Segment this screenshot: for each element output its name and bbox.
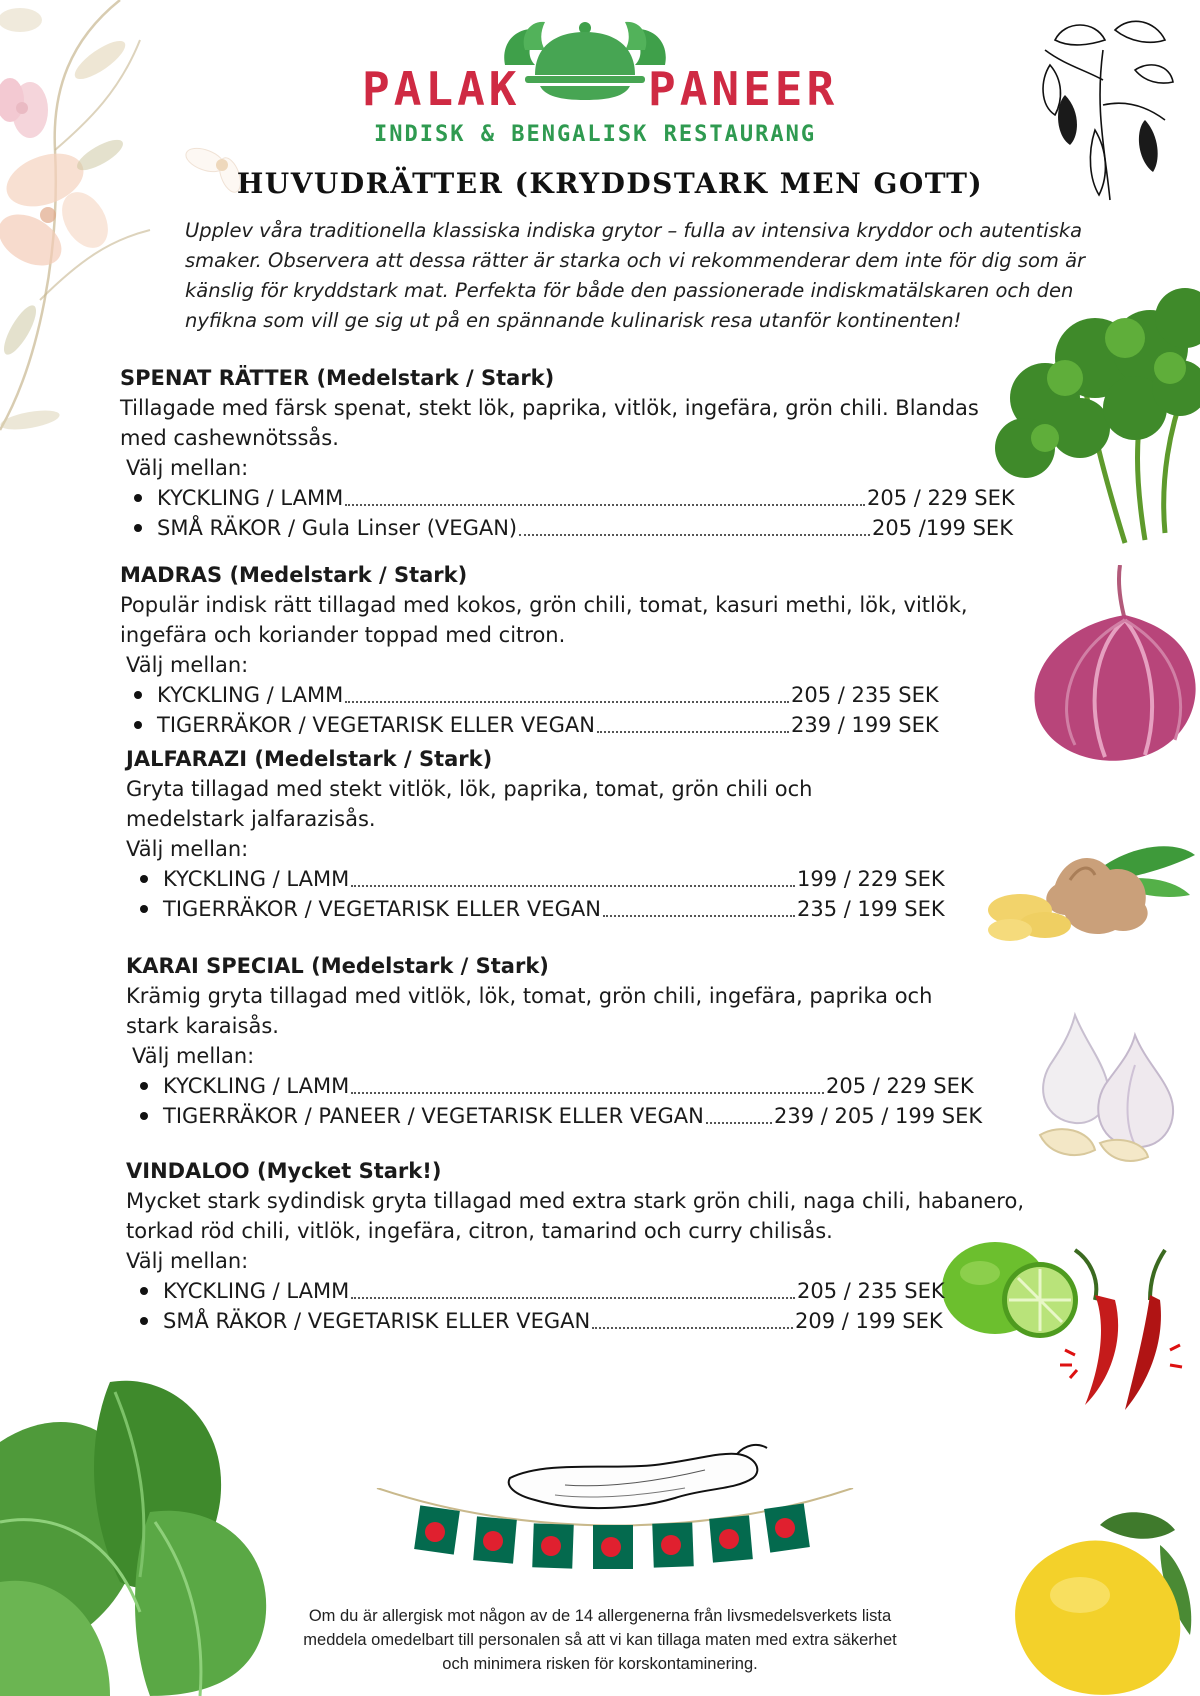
menu-item <box>126 1306 1086 1336</box>
allergy-line: och minimera risken för korskontaminering. <box>442 1655 758 1673</box>
section-title: MADRAS (Medelstark / Stark) <box>120 563 468 587</box>
menu-item <box>120 710 980 740</box>
item-price: 205 /199 SEK <box>872 516 1013 540</box>
bullet-icon <box>140 875 148 883</box>
section-description: Krämig gryta tillagad med vitlök, lök, tomat, grön chili, ingefära, paprika och stark karaisås. <box>126 984 933 1038</box>
menu-item <box>126 1101 1016 1131</box>
section-description: Gryta tillagad med stekt vitlök, lök, paprika, tomat, grön chili och medelstark jalfarazisås. <box>126 777 813 831</box>
item-price: 205 / 229 SEK <box>826 1074 974 1098</box>
choose-label: Välj mellan: <box>126 653 249 677</box>
section-title: JALFARAZI (Medelstark / Stark) <box>126 747 493 771</box>
menu-item <box>120 483 1015 513</box>
bullet-icon <box>134 691 142 699</box>
item-name: TIGERRÄKOR / VEGETARISK ELLER VEGAN <box>157 713 595 737</box>
item-name: KYCKLING / LAMM <box>157 683 344 707</box>
page-title-text: HUVUDRÄTTER (KRYDDSTARK MEN GOTT) <box>236 167 984 200</box>
menu-item <box>126 864 986 894</box>
menu-item-list <box>126 1071 1016 1131</box>
red-onion-icon <box>1025 565 1200 765</box>
menu-item <box>120 513 1013 543</box>
bullet-icon <box>134 494 142 502</box>
bullet-icon <box>134 721 142 729</box>
brand-name-right: PANEER <box>648 62 839 116</box>
bullet-icon <box>140 1287 148 1295</box>
dot-leader <box>597 731 789 733</box>
menu-item <box>120 680 980 710</box>
menu-item <box>126 1071 1016 1101</box>
menu-section-vindaloo <box>126 1156 1086 1336</box>
menu-section-jalfarazi <box>126 744 986 924</box>
intro-text: Upplev våra traditionella klassiska indiska grytor – fulla av intensiva kryddor och autentiska smaker. Observera att dessa rätter är starka och vi rekommenderar dem inte för dig som är känslig för kryddstark mat. Perfekta för både den passionerade indiskmatälskaren och den nyfikna som vill ge sig ut på en spännande kulinarisk resa utanför kontinenten! <box>185 219 1086 332</box>
dot-leader <box>706 1122 772 1124</box>
menu-item <box>126 1276 1086 1306</box>
item-price: 235 / 199 SEK <box>797 897 945 921</box>
menu-section-spenat <box>120 363 1015 543</box>
section-title: VINDALOO (Mycket Stark!) <box>126 1159 442 1183</box>
menu-item-list <box>120 483 1015 543</box>
dot-leader <box>603 915 795 917</box>
bullet-icon <box>140 1112 148 1120</box>
section-description: Populär indisk rätt tillagad med kokos, grön chili, tomat, kasuri methi, lök, vitlök, ingefära och koriander toppad med citron. <box>120 593 968 647</box>
page-title <box>0 167 1200 200</box>
ginger-icon <box>985 835 1200 945</box>
brand-name-left: PALAK <box>362 62 521 116</box>
menu-item-list <box>126 864 986 924</box>
item-name: TIGERRÄKOR / VEGETARISK ELLER VEGAN <box>163 897 601 921</box>
choose-label: Välj mellan: <box>126 1249 249 1273</box>
item-price: 205 / 229 SEK <box>867 486 1015 510</box>
item-name: KYCKLING / LAMM <box>157 486 344 510</box>
item-name: SMÅ RÄKOR / Gula Linser (VEGAN) <box>157 516 518 540</box>
section-title: KARAI SPECIAL (Medelstark / Stark) <box>126 954 549 978</box>
dot-leader <box>592 1327 793 1329</box>
choose-label: Välj mellan: <box>126 837 249 861</box>
bangladesh-flag-bunting <box>375 1488 855 1588</box>
item-price: 205 / 235 SEK <box>797 1279 945 1303</box>
item-name: KYCKLING / LAMM <box>163 1279 350 1303</box>
allergy-line: meddela omedelbart till personalen så att vi kan tillaga maten med extra säkerhet <box>303 1631 897 1649</box>
dot-leader <box>351 885 795 887</box>
item-name: TIGERRÄKOR / PANEER / VEGETARISK ELLER VEGAN <box>163 1104 704 1128</box>
bullet-icon <box>140 1082 148 1090</box>
dot-leader <box>351 1297 795 1299</box>
menu-item-list <box>120 680 980 740</box>
menu-section-madras <box>120 560 980 740</box>
menu-item <box>126 894 986 924</box>
menu-section-karai-special <box>126 951 1016 1131</box>
dot-leader <box>351 1092 824 1094</box>
item-price: 239 / 205 / 199 SEK <box>774 1104 983 1128</box>
bullet-icon <box>140 905 148 913</box>
lemon-icon <box>1010 1505 1200 1696</box>
dot-leader <box>519 534 870 536</box>
item-name: KYCKLING / LAMM <box>163 867 350 891</box>
dot-leader <box>345 701 789 703</box>
section-description: Tillagade med färsk spenat, stekt lök, paprika, vitlök, ingefära, grön chili. Blandas med cashewnötssås. <box>120 396 979 450</box>
dot-leader <box>345 504 865 506</box>
item-price: 239 / 199 SEK <box>791 713 939 737</box>
menu-item-list <box>126 1276 1086 1336</box>
bullet-icon <box>134 524 142 532</box>
restaurant-subtitle: INDISK & BENGALISK RESTAURANG <box>374 122 817 147</box>
item-price: 205 / 235 SEK <box>791 683 939 707</box>
spinach-leaves-icon <box>0 1362 290 1696</box>
bullet-icon <box>140 1317 148 1325</box>
section-title: SPENAT RÄTTER (Medelstark / Stark) <box>120 366 555 390</box>
item-price: 209 / 199 SEK <box>795 1309 943 1333</box>
choose-label: Välj mellan: <box>132 1044 255 1068</box>
garlic-icon <box>1030 1005 1180 1165</box>
choose-label: Välj mellan: <box>126 456 249 480</box>
item-name: SMÅ RÄKOR / VEGETARISK ELLER VEGAN <box>163 1309 591 1333</box>
item-name: KYCKLING / LAMM <box>163 1074 350 1098</box>
section-description: Mycket stark sydindisk gryta tillagad med extra stark grön chili, naga chili, habanero, torkad röd chili, vitlök, ingefära, citron, tamarind och curry chilisås. <box>126 1189 1025 1243</box>
allergy-line: Om du är allergisk mot någon av de 14 allergenerna från livsmedelsverkets lista <box>308 1607 892 1625</box>
item-price: 199 / 229 SEK <box>797 867 945 891</box>
allergy-notice <box>300 1604 900 1676</box>
